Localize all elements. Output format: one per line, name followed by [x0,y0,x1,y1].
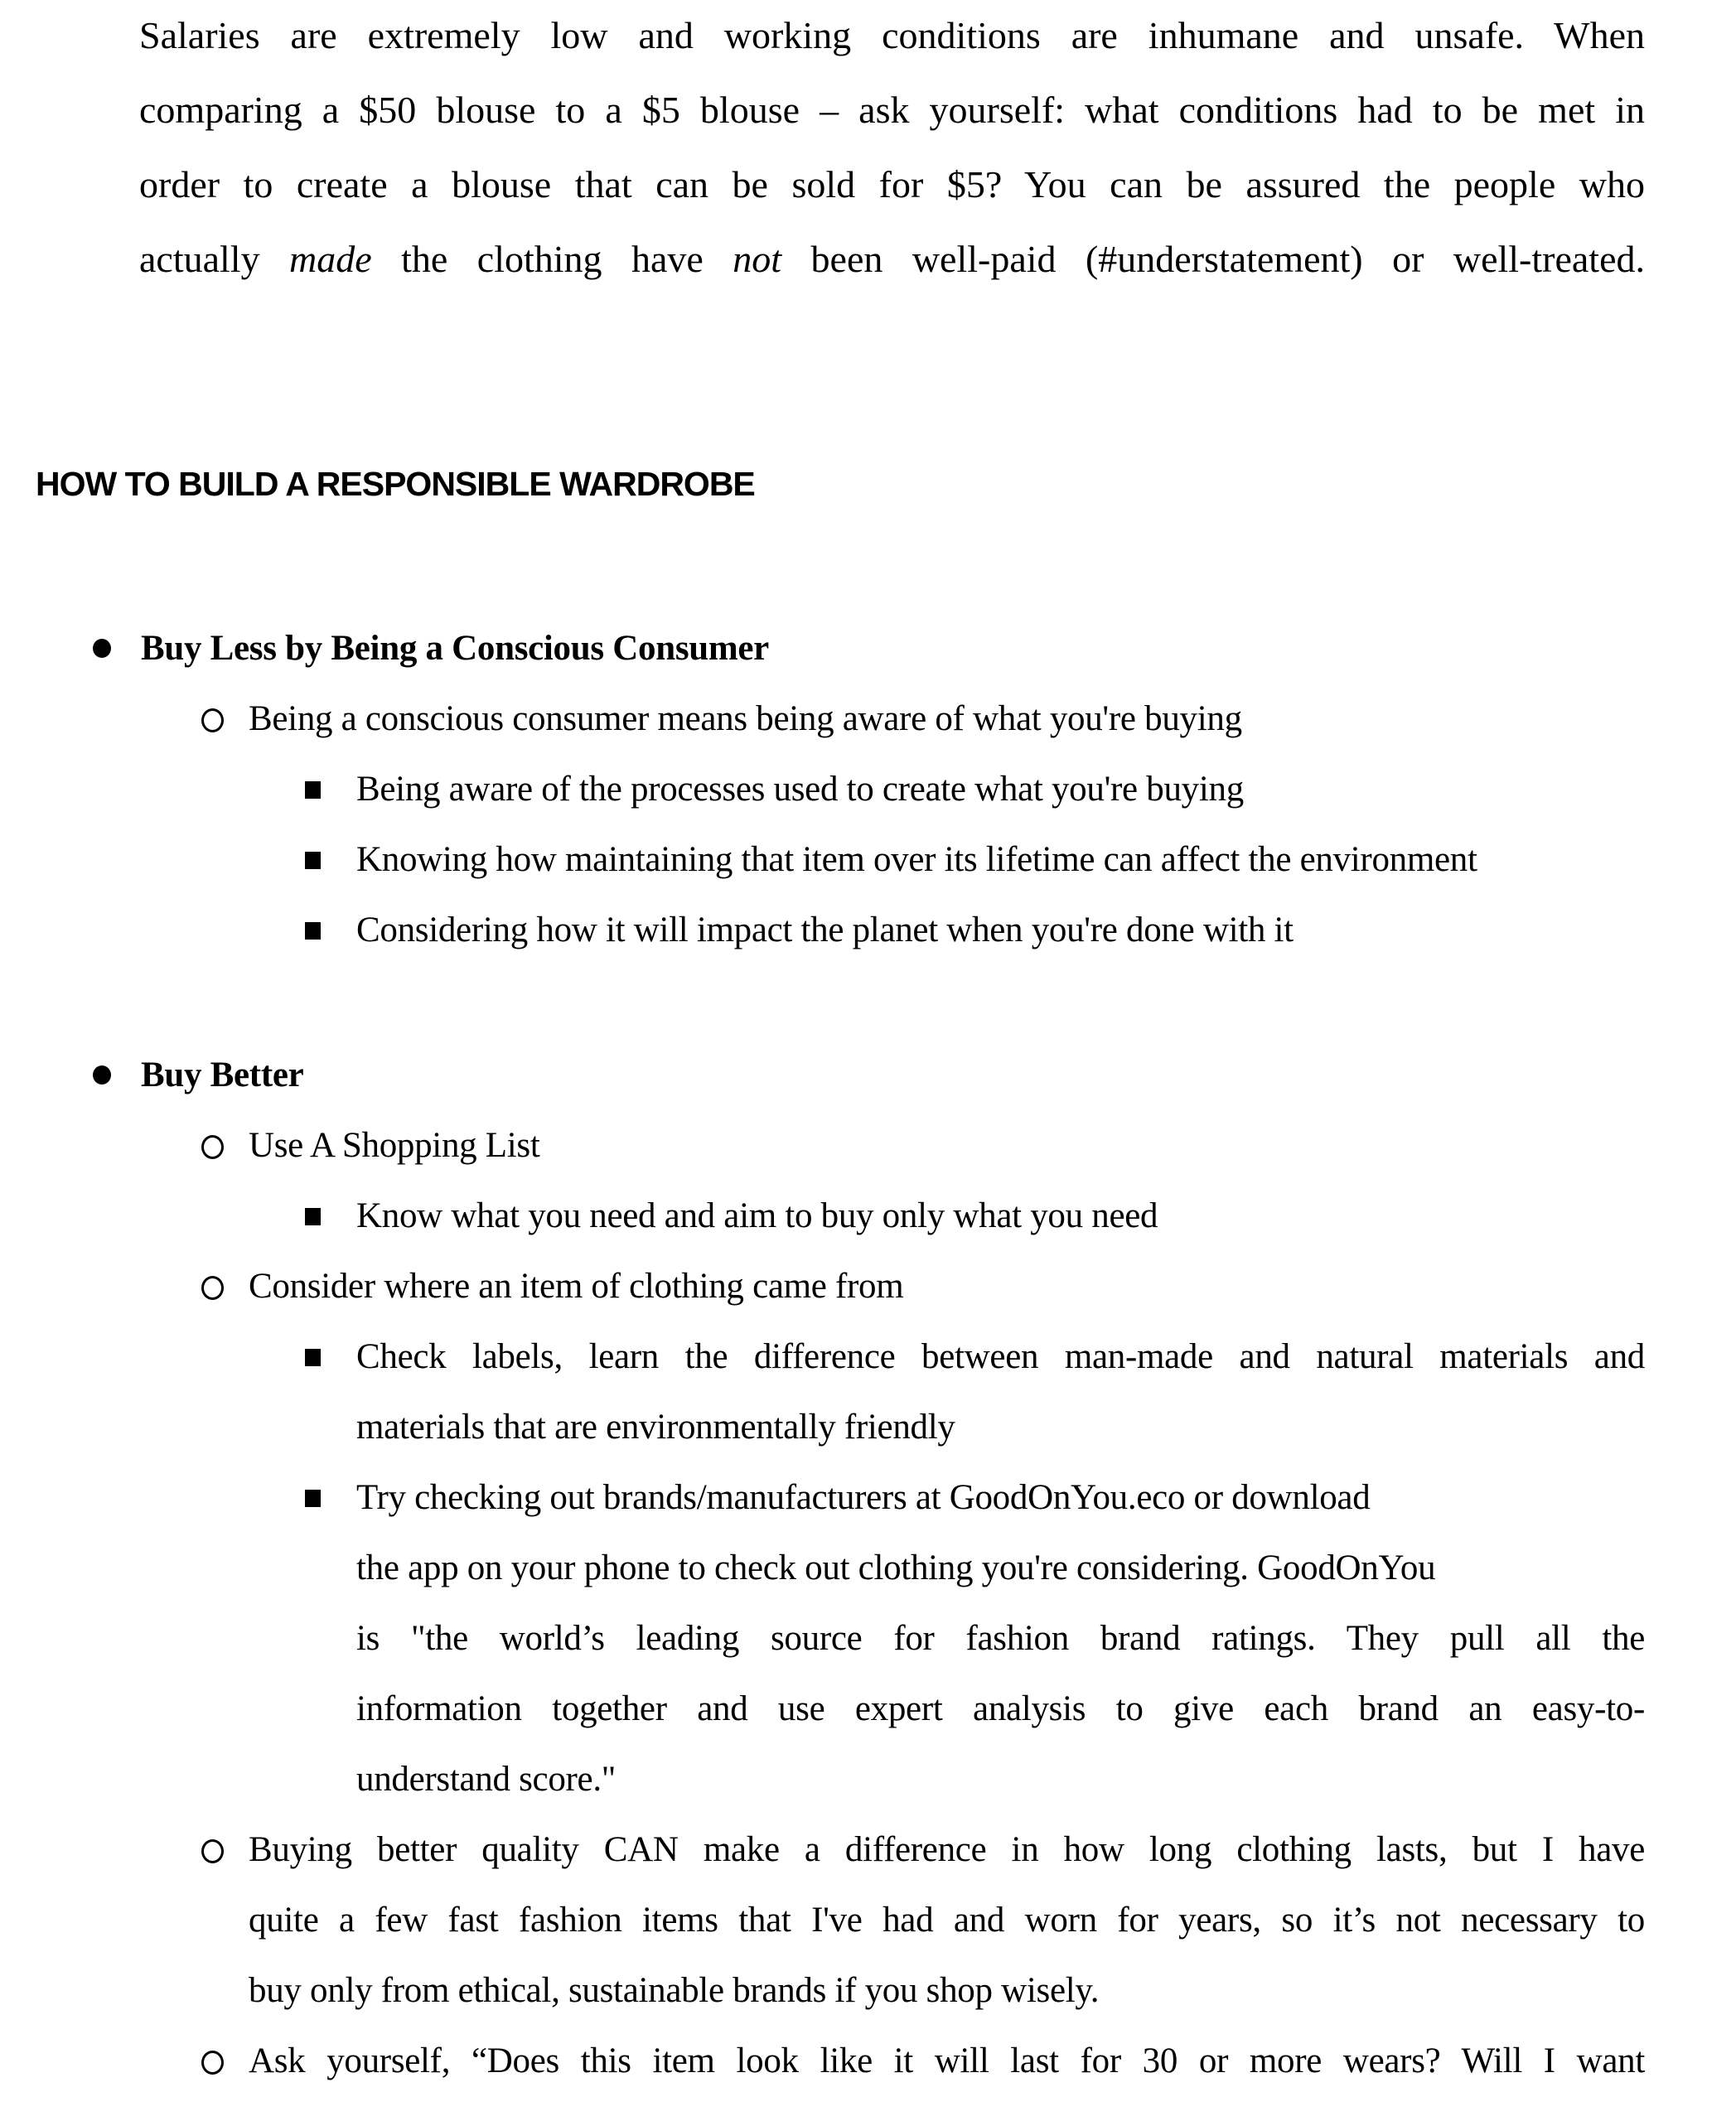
text-line: Being a conscious consumer means being aware of what you're buying [249,699,1242,738]
list-item [0,1181,1736,1251]
bullet-circle-marker [201,1839,224,1863]
text-line: understand score." [356,1760,617,1799]
text-line: comparing a $50 blouse to a $5 blouse – ask yourself: what conditions had to be met in [139,89,1645,131]
bullet-circle-marker [201,1135,224,1159]
bullet-circle-marker [201,708,224,732]
text-line: is "the world’s leading source for fashion brand ratings. They pull all the [356,1619,1645,1658]
list-item [0,824,1736,895]
text-line: Ask yourself, “Does this item look like it will last for 30 or more wears? Will I want [249,2041,1645,2080]
bullet-square-marker [305,922,321,940]
text-line: Considering how it will impact the planet when you're done with it [356,911,1294,949]
bullet-square-marker [305,781,321,799]
list-item [0,1814,1736,2026]
text-line: Check labels, learn the difference between man-made and natural materials and [356,1337,1645,1376]
list-item [0,1462,1736,1814]
list-item [0,754,1736,824]
list-item [0,1110,1736,1181]
text-line: Consider where an item of clothing came from [249,1267,904,1306]
list-item [0,613,1736,684]
bullet-disc-marker [93,1065,111,1085]
bullet-circle-marker [201,2051,224,2075]
text-line: Being aware of the processes used to create what you're buying [356,770,1244,809]
text-line: the app on your phone to check out clothing you're considering. GoodOnYou [356,1548,1436,1587]
text-line: buy only from ethical, sustainable brands if you shop wisely. [249,1971,1100,2010]
bullet-square-marker [305,1208,321,1225]
bullet-list [0,613,1736,2096]
text-line: actually made the clothing have not been well-paid (#understatement) or well-treated. [139,238,1645,280]
text-line: Buy Better [141,1056,304,1094]
list-item [0,895,1736,965]
text-line: Salaries are extremely low and working conditions are inhumane and unsafe. When [139,14,1645,56]
bullet-disc-marker [93,639,111,658]
text-line: Try checking out brands/manufacturers at GoodOnYou.eco or download [356,1478,1371,1517]
list-item [0,1321,1736,1462]
text-line: Knowing how maintaining that item over its lifetime can affect the environment [356,840,1477,879]
text-line: materials that are environmentally friendly [356,1408,955,1447]
intro-paragraph [139,0,1645,297]
text-line: Buying better quality CAN make a difference in how long clothing lasts, but I have [249,1830,1645,1869]
bullet-square-marker [305,1490,321,1507]
text-line: Know what you need and aim to buy only what you need [356,1196,1158,1235]
section-heading: HOW TO BUILD A RESPONSIBLE WARDROBE [36,465,755,503]
bullet-square-marker [305,1349,321,1366]
text-line: quite a few fast fashion items that I've had and worn for years, so it’s not necessary to [249,1901,1645,1940]
list-item [0,2026,1736,2096]
text-line: information together and use expert analysis to give each brand an easy-to- [356,1689,1645,1728]
bullet-circle-marker [201,1276,224,1300]
text-line: order to create a blouse that can be sold for $5? You can be assured the people who [139,163,1645,205]
bullet-square-marker [305,852,321,869]
text-line: Buy Less by Being a Conscious Consumer [141,629,769,668]
list-item [0,1040,1736,1110]
text-line: Use A Shopping List [249,1126,540,1165]
list-item [0,684,1736,754]
list-item [0,1251,1736,1321]
